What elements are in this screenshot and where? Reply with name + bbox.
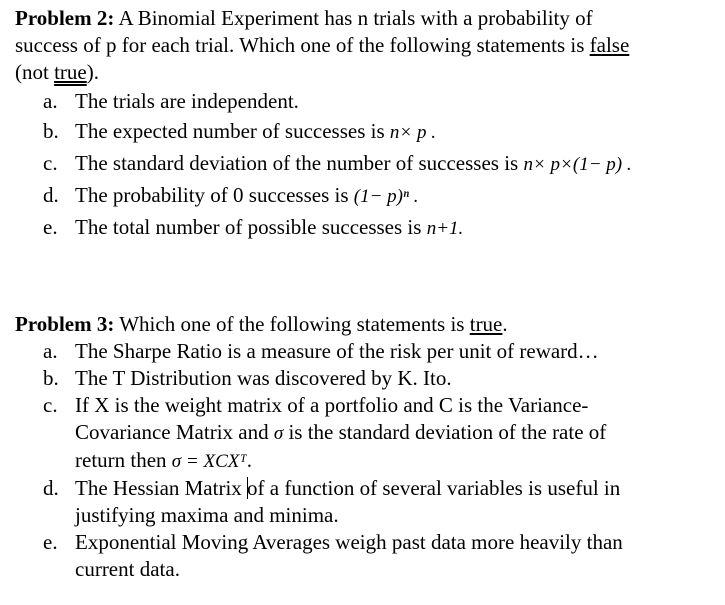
problem-3-option-b <box>15 365 710 392</box>
option-line: If X is the weight matrix of a portfolio and C is the Variance- <box>75 393 589 417</box>
problem-2-stem-line-3b: ). <box>86 60 99 84</box>
option-line: Covariance Matrix and <box>75 420 274 444</box>
option-letter: d. <box>43 183 59 207</box>
option-letter: d. <box>43 476 59 500</box>
option-letter: b. <box>43 119 59 143</box>
option-text: The Sharpe Ratio is a measure of the risk per unit of reward… <box>75 339 599 363</box>
option-letter: c. <box>43 393 58 417</box>
problem-3-options <box>15 338 710 583</box>
option-letter: b. <box>43 366 59 390</box>
problem-2-option-e <box>15 212 710 244</box>
problem-2-option-d <box>15 180 710 212</box>
option-text: The T Distribution was discovered by K. Ito. <box>75 366 452 390</box>
option-line: The Hessian Matrix <box>75 476 248 500</box>
problem-2-true-word: true <box>54 60 87 84</box>
option-math: n+1. <box>426 218 464 239</box>
sigma-symbol: σ <box>273 423 284 444</box>
problem-3-option-c <box>15 392 710 475</box>
problem-3-option-d <box>15 475 710 529</box>
option-letter: c. <box>43 151 58 175</box>
option-line: current data. <box>75 557 180 581</box>
problem-2-stem-line-3a: (not <box>15 60 55 84</box>
problem-3-option-a <box>15 338 710 365</box>
option-math: n× p . <box>389 122 436 143</box>
option-letter: e. <box>43 530 58 554</box>
option-line: of a function of several variables is useful in <box>247 476 621 500</box>
problem-3-true-word: true <box>469 312 503 336</box>
problem-2-stem-line-2: success of p for each trial. Which one of the following statements is <box>15 33 590 57</box>
problem-3-stem-end: . <box>502 312 508 336</box>
option-line: . <box>246 448 252 472</box>
option-letter: e. <box>43 215 58 239</box>
problem-2-option-c <box>15 148 710 180</box>
problem-2 <box>15 5 710 244</box>
problem-2-options <box>15 86 710 244</box>
option-formula: σ = XCXᵀ <box>171 451 247 472</box>
problem-2-stem <box>15 5 710 86</box>
problem-3 <box>15 311 710 583</box>
option-math: (1− p)ⁿ . <box>353 186 419 207</box>
option-text <box>75 529 710 583</box>
problem-2-stem-line-1: A Binomial Experiment has n trials with a probability of <box>118 6 593 30</box>
problem-2-label: Problem 2: <box>15 6 115 30</box>
option-text <box>75 392 710 475</box>
option-line: Exponential Moving Averages weigh past data more heavily than <box>75 530 623 554</box>
option-line: is the standard deviation of the rate of <box>283 420 607 444</box>
problem-2-false-word: false <box>589 33 630 57</box>
option-math: n× p×(1− p) . <box>523 154 632 175</box>
option-text: The probability of 0 successes is <box>75 183 354 207</box>
option-letter: a. <box>43 89 58 113</box>
problem-3-label: Problem 3: <box>15 312 115 336</box>
option-text: The standard deviation of the number of successes is <box>75 151 524 175</box>
option-text <box>75 475 710 529</box>
problem-2-option-a <box>15 86 710 116</box>
problem-3-stem-text: Which one of the following statements is <box>119 312 470 336</box>
option-line: return then <box>75 448 172 472</box>
problem-3-stem <box>15 311 710 338</box>
problem-2-option-b <box>15 116 710 148</box>
option-letter: a. <box>43 339 58 363</box>
option-text: The total number of possible successes is <box>75 215 427 239</box>
problem-3-option-e <box>15 529 710 583</box>
option-line: justifying maxima and minima. <box>75 503 339 527</box>
option-text: The expected number of successes is <box>75 119 390 143</box>
option-text: The trials are independent. <box>75 89 299 113</box>
